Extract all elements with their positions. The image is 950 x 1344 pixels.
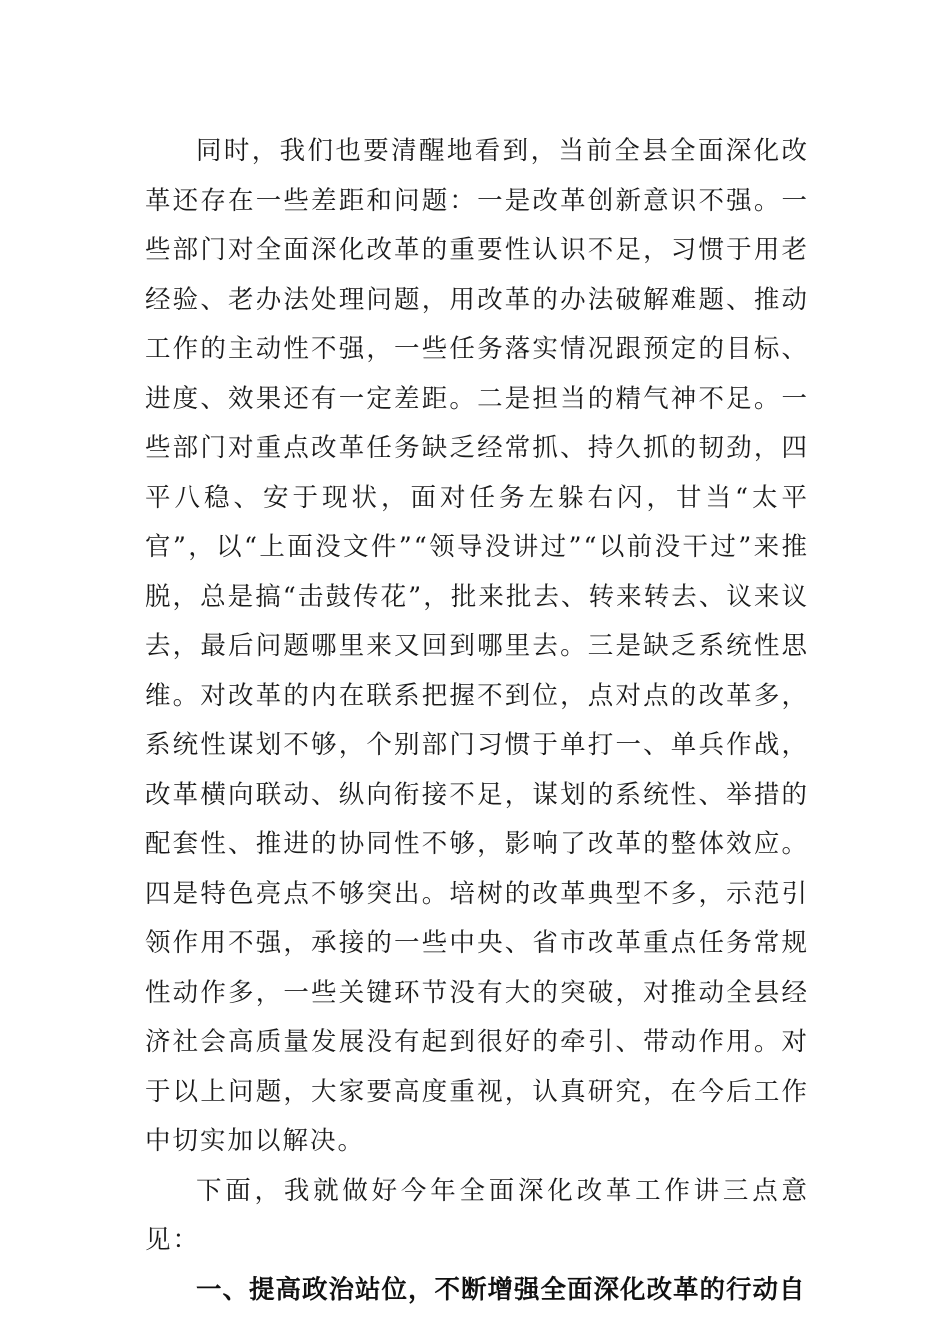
body-paragraph-problems: 同时，我们也要清醒地看到，当前全县全面深化改革还存在一些差距和问题：一是改革创新意识不强。一些部门对全面深化改革的重要性认识不足，习惯于用老经验、老办法处理问题，用改革的办法破解难题、推动工作的主动性不强，一些任务落实情况跟预定的目标、进度、效果还有一定差距。二是担当的精气神不足。一些部门对重点改革任务缺乏经常抓、持久抓的韧劲，四平八稳、安于现状，面对任务左躲右闪，甘当“太平官”，以“上面没文件”“领导没讲过”“以前没干过”来推脱，总是搞“击鼓传花”，批来批去、转来转去、议来议去，最后问题哪里来又回到哪里去。三是缺乏系统性思维。对改革的内在联系把握不到位，点对点的改革多，系统性谋划不够，个别部门习惯于单打一、单兵作战，改革横向联动、纵向衔接不足，谋划的系统性、举措的配套性、推进的协同性不够，影响了改革的整体效应。四是特色亮点不够突出。培树的改革典型不多，示范引领作用不强，承接的一些中央、省市改革重点任务常规性动作多，一些关键环节没有大的突破，对推动全县经济社会高质量发展没有起到很好的牵引、带动作用。对于以上问题，大家要高度重视，认真研究，在今后工作中切实加以解决。 xyxy=(145,136,809,1156)
body-paragraph-intro: 下面，我就做好今年全面深化改革工作讲三点意见： xyxy=(145,1175,809,1255)
section-heading-1: 一、提高政治站位，不断增强全面深化改革的行动自 xyxy=(196,1274,806,1305)
document-body xyxy=(145,127,809,1315)
